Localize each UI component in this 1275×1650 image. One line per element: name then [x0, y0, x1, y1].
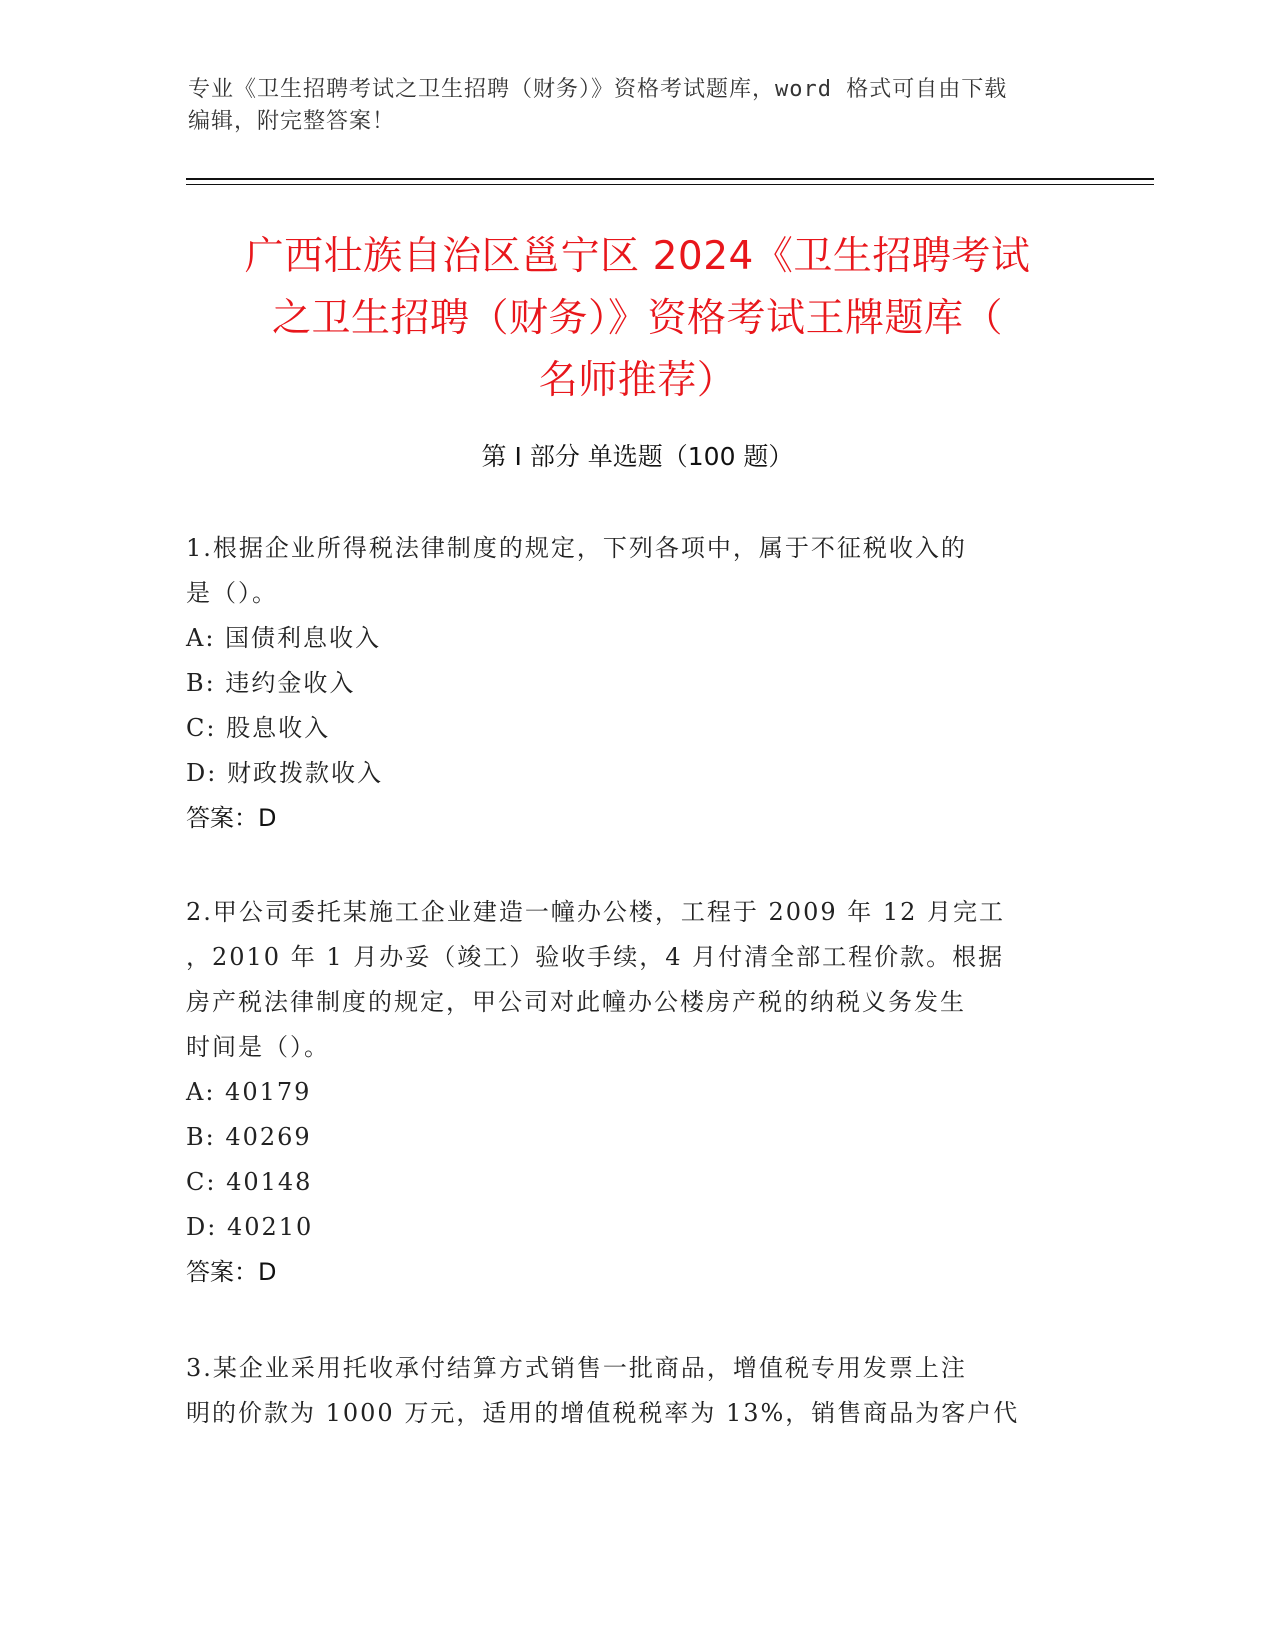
- header-divider-thin: [186, 184, 1154, 185]
- question-1-option-c: C: 股息收入: [186, 714, 331, 742]
- section-title: 第 I 部分 单选题（100 题）: [481, 442, 794, 471]
- document-title-line-2: 之卫生招聘（财务）》资格考试王牌题库（: [271, 296, 1003, 341]
- question-2-option-c: C: 40148: [186, 1168, 313, 1196]
- question-text-line: ，2010 年 1 月办妥（竣工）验收手续，4 月付清全部工程价款。根据: [186, 943, 1005, 971]
- question-text-line: 2.甲公司委托某施工企业建造一幢办公楼，工程于 2009 年 12 月完工: [186, 898, 1006, 926]
- question-text-line: 明的价款为 1000 万元，适用的增值税税率为 13%，销售商品为客户代: [186, 1399, 1020, 1427]
- question-2: [186, 890, 1066, 1295]
- document-title-line-1: 广西壮族自治区邕宁区 2024《卫生招聘考试: [244, 234, 1031, 279]
- question-2-text: [186, 890, 1066, 1070]
- document-title-line-3: 名师推荐）: [538, 358, 737, 403]
- question-1-option-d: D: 财政拨款收入: [186, 759, 383, 787]
- document-title: [160, 226, 1115, 412]
- question-text-line: 3.某企业采用托收承付结算方式销售一批商品，增值税专用发票上注: [186, 1354, 967, 1382]
- header-note-line-1: 专业《卫生招聘考试之卫生招聘（财务）》资格考试题库，word 格式可自由下载: [188, 77, 1008, 102]
- question-2-option-d: D: 40210: [186, 1213, 314, 1241]
- question-1: [186, 526, 1066, 841]
- question-2-answer: 答案：D: [186, 1258, 277, 1286]
- question-text-line: 时间是（）。: [186, 1033, 330, 1061]
- question-text-line: 是（）。: [186, 579, 278, 607]
- question-3-text: [186, 1346, 1066, 1436]
- question-1-option-b: B: 违约金收入: [186, 669, 356, 697]
- header-note: [188, 74, 1068, 138]
- question-3: [186, 1346, 1066, 1436]
- question-1-option-a: A: 国债利息收入: [186, 624, 382, 652]
- question-text-line: 1.根据企业所得税法律制度的规定，下列各项中，属于不征税收入的: [186, 534, 967, 562]
- header-divider-thick: [186, 178, 1154, 180]
- header-note-line-2: 编辑，附完整答案！: [188, 109, 396, 134]
- question-text-line: 房产税法律制度的规定，甲公司对此幢办公楼房产税的纳税义务发生: [186, 988, 966, 1016]
- question-1-text: [186, 526, 1066, 616]
- question-1-answer: 答案：D: [186, 804, 277, 832]
- question-2-option-b: B: 40269: [186, 1123, 312, 1151]
- question-2-option-a: A: 40179: [186, 1078, 312, 1106]
